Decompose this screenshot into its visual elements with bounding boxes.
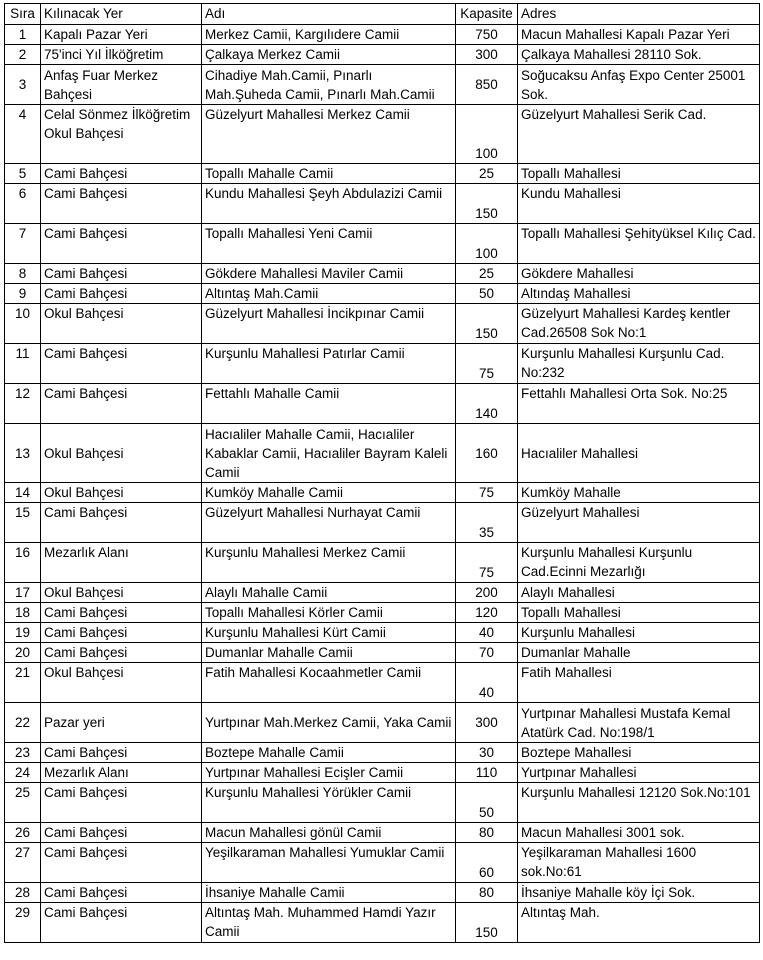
- row-number: 3: [5, 65, 41, 105]
- table-row: [5, 224, 760, 264]
- capacity-cell: 75: [456, 483, 518, 503]
- address-cell: Yurtpınar Mahallesi: [518, 763, 760, 783]
- row-number: 16: [5, 543, 41, 583]
- table-row: [5, 543, 760, 583]
- mosque-name-cell: Alaylı Mahalle Camii: [202, 583, 456, 603]
- address-cell: Kurşunlu Mahallesi: [518, 623, 760, 643]
- capacity-cell: 50: [456, 783, 518, 823]
- row-number: 7: [5, 224, 41, 264]
- mosque-name-cell: Yurtpınar Mah.Merkez Camii, Yaka Camii: [202, 703, 456, 743]
- capacity-cell: 100: [456, 224, 518, 264]
- table-row: [5, 663, 760, 703]
- row-number: 27: [5, 843, 41, 883]
- table-row: [5, 105, 760, 164]
- address-cell: Hacıaliler Mahallesi: [518, 424, 760, 483]
- mosque-name-cell: Kumköy Mahalle Camii: [202, 483, 456, 503]
- row-number: 23: [5, 743, 41, 763]
- location-cell: Cami Bahçesi: [41, 783, 202, 823]
- table-row: [5, 763, 760, 783]
- location-cell: Cami Bahçesi: [41, 224, 202, 264]
- location-cell: Okul Bahçesi: [41, 583, 202, 603]
- address-cell: Kundu Mahallesi: [518, 184, 760, 224]
- mosque-name-cell: Kurşunlu Mahallesi Kürt Camii: [202, 623, 456, 643]
- mosque-name-cell: Cihadiye Mah.Camii, Pınarlı Mah.Şuheda Camii, Pınarlı Mah.Camii: [202, 65, 456, 105]
- location-cell: Cami Bahçesi: [41, 843, 202, 883]
- capacity-cell: 60: [456, 843, 518, 883]
- capacity-cell: 140: [456, 384, 518, 424]
- row-number: 10: [5, 304, 41, 344]
- mosque-name-cell: Altıntaş Mah. Muhammed Hamdi Yazır Camii: [202, 903, 456, 943]
- location-cell: Mezarlık Alanı: [41, 763, 202, 783]
- address-cell: Kurşunlu Mahallesi Kurşunlu Cad.Ecinni Mezarlığı: [518, 543, 760, 583]
- capacity-cell: 300: [456, 703, 518, 743]
- location-cell: Cami Bahçesi: [41, 384, 202, 424]
- capacity-cell: 50: [456, 284, 518, 304]
- table-row: [5, 45, 760, 65]
- table-row: [5, 264, 760, 284]
- capacity-cell: 150: [456, 184, 518, 224]
- location-cell: Okul Bahçesi: [41, 663, 202, 703]
- location-cell: Kapalı Pazar Yeri: [41, 25, 202, 45]
- prayer-locations-table: [4, 3, 760, 943]
- address-cell: Altıntaş Mah.: [518, 903, 760, 943]
- row-number: 11: [5, 344, 41, 384]
- row-number: 6: [5, 184, 41, 224]
- capacity-cell: 150: [456, 304, 518, 344]
- address-cell: Kumköy Mahalle: [518, 483, 760, 503]
- address-cell: Dumanlar Mahalle: [518, 643, 760, 663]
- table-row: [5, 65, 760, 105]
- mosque-name-cell: Çalkaya Merkez Camii: [202, 45, 456, 65]
- table-row: [5, 25, 760, 45]
- capacity-cell: 300: [456, 45, 518, 65]
- mosque-name-cell: Merkez Camii, Kargılıdere Camii: [202, 25, 456, 45]
- location-cell: Cami Bahçesi: [41, 883, 202, 903]
- location-cell: Cami Bahçesi: [41, 503, 202, 543]
- header-address: Adres: [518, 4, 760, 25]
- address-cell: Çalkaya Mahallesi 28110 Sok.: [518, 45, 760, 65]
- capacity-cell: 75: [456, 344, 518, 384]
- location-cell: Cami Bahçesi: [41, 623, 202, 643]
- location-cell: Cami Bahçesi: [41, 184, 202, 224]
- address-cell: Macun Mahallesi 3001 sok.: [518, 823, 760, 843]
- location-cell: Celal Sönmez İlköğretim Okul Bahçesi: [41, 105, 202, 164]
- mosque-name-cell: Altıntaş Mah.Camii: [202, 284, 456, 304]
- table-row: [5, 783, 760, 823]
- table-row: [5, 623, 760, 643]
- table-row: [5, 643, 760, 663]
- row-number: 20: [5, 643, 41, 663]
- row-number: 25: [5, 783, 41, 823]
- location-cell: Cami Bahçesi: [41, 823, 202, 843]
- capacity-cell: 25: [456, 164, 518, 184]
- row-number: 2: [5, 45, 41, 65]
- row-number: 19: [5, 623, 41, 643]
- location-cell: Cami Bahçesi: [41, 344, 202, 384]
- location-cell: Okul Bahçesi: [41, 483, 202, 503]
- address-cell: Yeşilkaraman Mahallesi 1600 sok.No:61: [518, 843, 760, 883]
- row-number: 9: [5, 284, 41, 304]
- mosque-name-cell: Hacıaliler Mahalle Camii, Hacıaliler Kabaklar Camii, Hacıaliler Bayram Kaleli Camii: [202, 424, 456, 483]
- capacity-cell: 30: [456, 743, 518, 763]
- capacity-cell: 40: [456, 623, 518, 643]
- address-cell: Boztepe Mahallesi: [518, 743, 760, 763]
- table-row: [5, 903, 760, 943]
- row-number: 12: [5, 384, 41, 424]
- table-body: [5, 25, 760, 943]
- table-row: [5, 883, 760, 903]
- table-row: [5, 583, 760, 603]
- mosque-name-cell: Kurşunlu Mahallesi Merkez Camii: [202, 543, 456, 583]
- mosque-name-cell: Kurşunlu Mahallesi Yörükler Camii: [202, 783, 456, 823]
- capacity-cell: 150: [456, 903, 518, 943]
- table-row: [5, 843, 760, 883]
- row-number: 8: [5, 264, 41, 284]
- location-cell: Cami Bahçesi: [41, 164, 202, 184]
- row-number: 24: [5, 763, 41, 783]
- table-row: [5, 743, 760, 763]
- address-cell: Gökdere Mahallesi: [518, 264, 760, 284]
- table-row: [5, 703, 760, 743]
- address-cell: Fettahlı Mahallesi Orta Sok. No:25: [518, 384, 760, 424]
- capacity-cell: 80: [456, 883, 518, 903]
- capacity-cell: 120: [456, 603, 518, 623]
- mosque-name-cell: İhsaniye Mahalle Camii: [202, 883, 456, 903]
- address-cell: Altındaş Mahallesi: [518, 284, 760, 304]
- location-cell: Cami Bahçesi: [41, 903, 202, 943]
- address-cell: Güzelyurt Mahallesi Kardeş kentler Cad.26508 Sok No:1: [518, 304, 760, 344]
- row-number: 5: [5, 164, 41, 184]
- address-cell: Fatih Mahallesi: [518, 663, 760, 703]
- location-cell: Okul Bahçesi: [41, 304, 202, 344]
- row-number: 13: [5, 424, 41, 483]
- address-cell: Kurşunlu Mahallesi Kurşunlu Cad. No:232: [518, 344, 760, 384]
- capacity-cell: 40: [456, 663, 518, 703]
- location-cell: Okul Bahçesi: [41, 424, 202, 483]
- address-cell: Topallı Mahallesi Şehityüksel Kılıç Cad.: [518, 224, 760, 264]
- location-cell: Mezarlık Alanı: [41, 543, 202, 583]
- address-cell: Topallı Mahallesi: [518, 603, 760, 623]
- row-number: 21: [5, 663, 41, 703]
- address-cell: Topallı Mahallesi: [518, 164, 760, 184]
- capacity-cell: 75: [456, 543, 518, 583]
- table-row: [5, 384, 760, 424]
- header-name: Adı: [202, 4, 456, 25]
- row-number: 22: [5, 703, 41, 743]
- table-row: [5, 284, 760, 304]
- location-cell: Cami Bahçesi: [41, 603, 202, 623]
- address-cell: Yurtpınar Mahallesi Mustafa Kemal Atatürk Cad. No:198/1: [518, 703, 760, 743]
- address-cell: Alaylı Mahallesi: [518, 583, 760, 603]
- address-cell: İhsaniye Mahalle köy İçi Sok.: [518, 883, 760, 903]
- table-row: [5, 424, 760, 483]
- mosque-name-cell: Güzelyurt Mahallesi İncikpınar Camii: [202, 304, 456, 344]
- table-row: [5, 503, 760, 543]
- mosque-name-cell: Kurşunlu Mahallesi Patırlar Camii: [202, 344, 456, 384]
- address-cell: Soğucaksu Anfaş Expo Center 25001 Sok.: [518, 65, 760, 105]
- row-number: 28: [5, 883, 41, 903]
- capacity-cell: 70: [456, 643, 518, 663]
- address-cell: Kurşunlu Mahallesi 12120 Sok.No:101: [518, 783, 760, 823]
- mosque-name-cell: Topallı Mahalle Camii: [202, 164, 456, 184]
- capacity-cell: 200: [456, 583, 518, 603]
- table-row: [5, 603, 760, 623]
- location-cell: Cami Bahçesi: [41, 264, 202, 284]
- mosque-name-cell: Macun Mahallesi gönül Camii: [202, 823, 456, 843]
- mosque-name-cell: Gökdere Mahallesi Maviler Camii: [202, 264, 456, 284]
- capacity-cell: 80: [456, 823, 518, 843]
- mosque-name-cell: Fatih Mahallesi Kocaahmetler Camii: [202, 663, 456, 703]
- row-number: 4: [5, 105, 41, 164]
- mosque-name-cell: Topallı Mahallesi Yeni Camii: [202, 224, 456, 264]
- table-row: [5, 344, 760, 384]
- mosque-name-cell: Fettahlı Mahalle Camii: [202, 384, 456, 424]
- mosque-name-cell: Güzelyurt Mahallesi Nurhayat Camii: [202, 503, 456, 543]
- row-number: 29: [5, 903, 41, 943]
- location-cell: Cami Bahçesi: [41, 284, 202, 304]
- location-cell: 75'inci Yıl İlköğretim: [41, 45, 202, 65]
- row-number: 26: [5, 823, 41, 843]
- capacity-cell: 750: [456, 25, 518, 45]
- address-cell: Güzelyurt Mahallesi: [518, 503, 760, 543]
- row-number: 1: [5, 25, 41, 45]
- header-capacity: Kapasite: [456, 4, 518, 25]
- table-row: [5, 184, 760, 224]
- table-row: [5, 823, 760, 843]
- mosque-name-cell: Yeşilkaraman Mahallesi Yumuklar Camii: [202, 843, 456, 883]
- location-cell: Pazar yeri: [41, 703, 202, 743]
- table-row: [5, 483, 760, 503]
- mosque-name-cell: Yurtpınar Mahallesi Ecişler Camii: [202, 763, 456, 783]
- table-row: [5, 164, 760, 184]
- header-no: Sıra: [5, 4, 41, 25]
- header-row: [5, 4, 760, 25]
- mosque-name-cell: Güzelyurt Mahallesi Merkez Camii: [202, 105, 456, 164]
- address-cell: Macun Mahallesi Kapalı Pazar Yeri: [518, 25, 760, 45]
- capacity-cell: 110: [456, 763, 518, 783]
- capacity-cell: 160: [456, 424, 518, 483]
- mosque-name-cell: Boztepe Mahalle Camii: [202, 743, 456, 763]
- location-cell: Cami Bahçesi: [41, 643, 202, 663]
- header-location: Kılınacak Yer: [41, 4, 202, 25]
- location-cell: Anfaş Fuar Merkez Bahçesi: [41, 65, 202, 105]
- address-cell: Güzelyurt Mahallesi Serik Cad.: [518, 105, 760, 164]
- capacity-cell: 850: [456, 65, 518, 105]
- location-cell: Cami Bahçesi: [41, 743, 202, 763]
- capacity-cell: 25: [456, 264, 518, 284]
- table-row: [5, 304, 760, 344]
- row-number: 15: [5, 503, 41, 543]
- capacity-cell: 35: [456, 503, 518, 543]
- row-number: 17: [5, 583, 41, 603]
- mosque-name-cell: Kundu Mahallesi Şeyh Abdulazizi Camii: [202, 184, 456, 224]
- capacity-cell: 100: [456, 105, 518, 164]
- row-number: 18: [5, 603, 41, 623]
- row-number: 14: [5, 483, 41, 503]
- mosque-name-cell: Topallı Mahallesi Körler Camii: [202, 603, 456, 623]
- mosque-name-cell: Dumanlar Mahalle Camii: [202, 643, 456, 663]
